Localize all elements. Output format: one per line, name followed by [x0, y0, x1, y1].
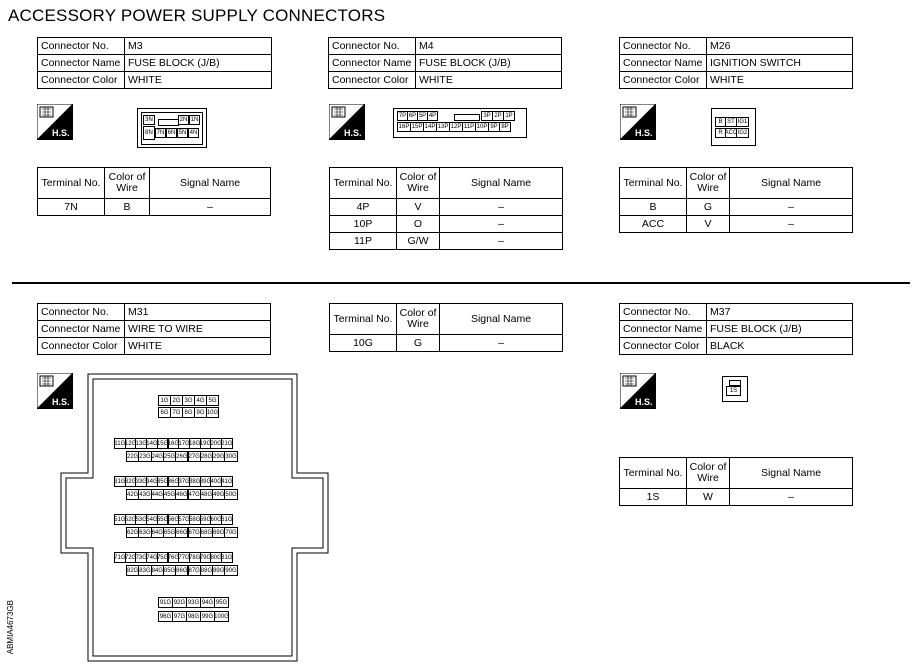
m31-pin: 88G [200, 565, 213, 576]
m31-pin: 95G [214, 597, 229, 608]
m31-pin: 1G [158, 395, 171, 406]
pin-1n: 1N [190, 117, 199, 123]
m31-pin: 79G [200, 552, 212, 563]
m3-name: FUSE BLOCK (J/B) [125, 55, 272, 72]
m31-pin: 74G [146, 552, 158, 563]
terminal-table-m3 [37, 167, 271, 216]
m31-pin: 36G [168, 476, 180, 487]
m31-pin: 19G [200, 438, 212, 449]
m31-pin: 87G [188, 565, 201, 576]
m31-pin: 96G [158, 611, 173, 622]
connector-info-m37: Connector No. M37 Connector Name FUSE BLOCK (J/B) Connector Color BLACK [619, 303, 853, 355]
m31-pin: 25G [163, 451, 176, 462]
m31-pin: 51G [114, 514, 126, 525]
m31-pin: 70G [224, 527, 237, 538]
m31-pin: 32G [125, 476, 137, 487]
label-connector-color: Connector Color [329, 72, 416, 89]
m31-pin: 18G [189, 438, 201, 449]
m31-pin: 17G [178, 438, 190, 449]
m4-name: FUSE BLOCK (J/B) [416, 55, 562, 72]
m31-pin: 27G [188, 451, 201, 462]
m31-pin: 13G [135, 438, 147, 449]
m31-pin: 99G [200, 611, 215, 622]
m31-pin: 3G [182, 395, 195, 406]
connector-info-m3 [37, 37, 272, 89]
terminal-table-m4: Terminal No. Color of Wire Signal Name 4P V – 10P O – 11P G/W – [329, 167, 563, 250]
m31-pin: 11G [114, 438, 126, 449]
m31-pin: 52G [125, 514, 137, 525]
m31-pin: 90G [224, 565, 237, 576]
latch [158, 119, 179, 126]
table-row: 1S W – [620, 489, 853, 506]
terminal-table-m26: Terminal No. Color of Wire Signal Name B G – ACC V – [619, 167, 853, 233]
terminal-table-m37: Terminal No. Color of Wire Signal Name 1S W – [619, 457, 853, 506]
hs-icon [37, 104, 73, 140]
m31-pin: 16G [168, 438, 180, 449]
m37-color: BLACK [707, 338, 853, 355]
m31-pin: 2G [170, 395, 183, 406]
m31-pin: 46G [175, 489, 188, 500]
m31-pin: 91G [158, 597, 173, 608]
label-connector-no: Connector No. [38, 38, 125, 55]
m31-pin: 85G [163, 565, 176, 576]
m31-pin: 23G [138, 451, 151, 462]
m31-pin: 6G [158, 407, 171, 418]
table-row: ACC V – [620, 216, 853, 233]
m31-pin: 77G [178, 552, 190, 563]
m31-pin: 94G [200, 597, 215, 608]
m31-pin: 58G [189, 514, 201, 525]
hs-icon [620, 373, 656, 409]
m31-pin: 100G [214, 611, 229, 622]
m31-pin: 26G [175, 451, 188, 462]
m31-pin: 98G [186, 611, 201, 622]
label-connector-name: Connector Name [329, 55, 416, 72]
table-row: 10G G – [330, 335, 563, 352]
m31-pin: 65G [163, 527, 176, 538]
m31-pin: 4G [194, 395, 207, 406]
m31-pin: 57G [178, 514, 190, 525]
m31-pin: 64G [151, 527, 164, 538]
m31-pin: 15G [157, 438, 169, 449]
table-row: 7N B – [38, 199, 271, 216]
m31-pin: 66G [175, 527, 188, 538]
svg-text:H.S.: H.S. [344, 128, 362, 138]
table-row: 10P O – [330, 216, 563, 233]
m31-pin: 29G [212, 451, 225, 462]
m31-pin: 97G [172, 611, 187, 622]
m31-pin: 84G [151, 565, 164, 576]
pin-4n: 4N [189, 130, 198, 136]
m37-no: M37 [707, 304, 853, 321]
m31-pin: 40G [210, 476, 222, 487]
m31-pin: 93G [186, 597, 201, 608]
m31-pin: 38G [189, 476, 201, 487]
connector-face-m3 [137, 108, 207, 148]
m31-pin: 71G [114, 552, 126, 563]
m31-pin: 78G [189, 552, 201, 563]
pin-6n: 6N [167, 130, 176, 136]
connector-face-m37: 1S [722, 376, 748, 402]
m31-pin: 34G [146, 476, 158, 487]
m31-color: WHITE [125, 338, 271, 355]
m31-pin: 45G [163, 489, 176, 500]
th-wire: Color of Wire [105, 168, 150, 199]
m31-pin: 83G [138, 565, 151, 576]
m31-pin: 54G [146, 514, 158, 525]
m31-pin: 59G [200, 514, 212, 525]
m31-pin: 89G [212, 565, 225, 576]
latch [454, 114, 480, 121]
connector-info-m31: Connector No. M31 Connector Name WIRE TO WIRE Connector Color WHITE [37, 303, 271, 355]
terminal-table-m31: Terminal No. Color of Wire Signal Name 10G G – [329, 303, 563, 352]
pin-2n: 2N [179, 117, 188, 123]
m31-pin: 14G [146, 438, 158, 449]
m31-pin: 22G [126, 451, 139, 462]
table-row: B G – [620, 199, 853, 216]
m31-pin: 62G [126, 527, 139, 538]
m31-pin: 72G [125, 552, 137, 563]
pin-5n: 5N [178, 130, 187, 136]
m4-no: M4 [416, 38, 562, 55]
pin-8n: 8N [143, 126, 155, 140]
hs-icon [329, 104, 365, 140]
m31-pin: 7G [170, 407, 183, 418]
m31-pin: 47G [188, 489, 201, 500]
connector-face-m26: B ST IG1 R ACC IG2 [711, 108, 756, 146]
label-connector-name: Connector Name [38, 55, 125, 72]
m31-pin: 35G [157, 476, 169, 487]
hs-label: H.S. [52, 128, 70, 138]
page-title: ACCESSORY POWER SUPPLY CONNECTORS [8, 6, 386, 25]
m31-pin: 69G [212, 527, 225, 538]
m31-pin: 30G [224, 451, 237, 462]
m3-color: WHITE [125, 72, 272, 89]
label-connector-no: Connector No. [329, 38, 416, 55]
table-row: 4P V – [330, 199, 563, 216]
m31-pin: 76G [168, 552, 180, 563]
th-terminal: Terminal No. [38, 168, 105, 199]
m31-pin: 50G [224, 489, 237, 500]
m31-pin: 39G [200, 476, 212, 487]
m31-pin: 67G [188, 527, 201, 538]
m31-no: M31 [125, 304, 271, 321]
m31-pin: 41G [221, 476, 233, 487]
m31-pin: 49G [212, 489, 225, 500]
m26-color: WHITE [707, 72, 853, 89]
m37-name: FUSE BLOCK (J/B) [707, 321, 853, 338]
m31-name: WIRE TO WIRE [125, 321, 271, 338]
svg-text:H.S.: H.S. [635, 397, 653, 407]
m31-pin: 80G [210, 552, 222, 563]
m31-pin: 56G [168, 514, 180, 525]
svg-text:H.S.: H.S. [52, 397, 70, 407]
m31-pin: 63G [138, 527, 151, 538]
figure-code: ABMIA4673GB [6, 600, 15, 655]
m31-pin: 37G [178, 476, 190, 487]
connector-info-m26: Connector No. M26 Connector Name IGNITION SWITCH Connector Color WHITE [619, 37, 853, 89]
m26-name: IGNITION SWITCH [707, 55, 853, 72]
m31-pin: 86G [175, 565, 188, 576]
m31-pin: 24G [151, 451, 164, 462]
m31-pin: 44G [151, 489, 164, 500]
m31-pin: 81G [221, 552, 233, 563]
label-connector-color: Connector Color [38, 72, 125, 89]
pin-7n: 7N [156, 130, 165, 136]
m31-pin: 60G [210, 514, 222, 525]
m31-pin: 48G [200, 489, 213, 500]
m31-pin: 42G [126, 489, 139, 500]
m31-pin: 20G [210, 438, 222, 449]
m31-pin: 55G [157, 514, 169, 525]
connector-face-m4: 7P 6P 5P 4P 3P 2P 1P 16P 15P 14P 13P 12P 11P 10P 9P 8P [393, 108, 527, 138]
th-signal: Signal Name [150, 168, 271, 199]
m31-pin: 75G [157, 552, 169, 563]
connector-info-m4 [328, 37, 562, 89]
svg-text:H.S.: H.S. [635, 128, 653, 138]
m4-color: WHITE [416, 72, 562, 89]
section-divider [12, 282, 910, 284]
m31-pin: 73G [135, 552, 147, 563]
m31-pin: 10G [206, 407, 219, 418]
m31-pin: 53G [135, 514, 147, 525]
m31-pin: 9G [194, 407, 207, 418]
hs-icon [620, 104, 656, 140]
m31-pin: 68G [200, 527, 213, 538]
m31-pin: 12G [125, 438, 137, 449]
table-row: 11P G/W – [330, 233, 563, 250]
m31-pin: 43G [138, 489, 151, 500]
m31-pin: 61G [221, 514, 233, 525]
m31-pin: 31G [114, 476, 126, 487]
m31-pin: 8G [182, 407, 195, 418]
m31-pin: 82G [126, 565, 139, 576]
m31-pin: 28G [200, 451, 213, 462]
m31-pin: 21G [221, 438, 233, 449]
m31-pin: 5G [206, 395, 219, 406]
m26-no: M26 [707, 38, 853, 55]
m31-pin: 92G [172, 597, 187, 608]
m3-no: M3 [125, 38, 272, 55]
pin-3n: 3N [143, 115, 155, 125]
m31-pin: 33G [135, 476, 147, 487]
